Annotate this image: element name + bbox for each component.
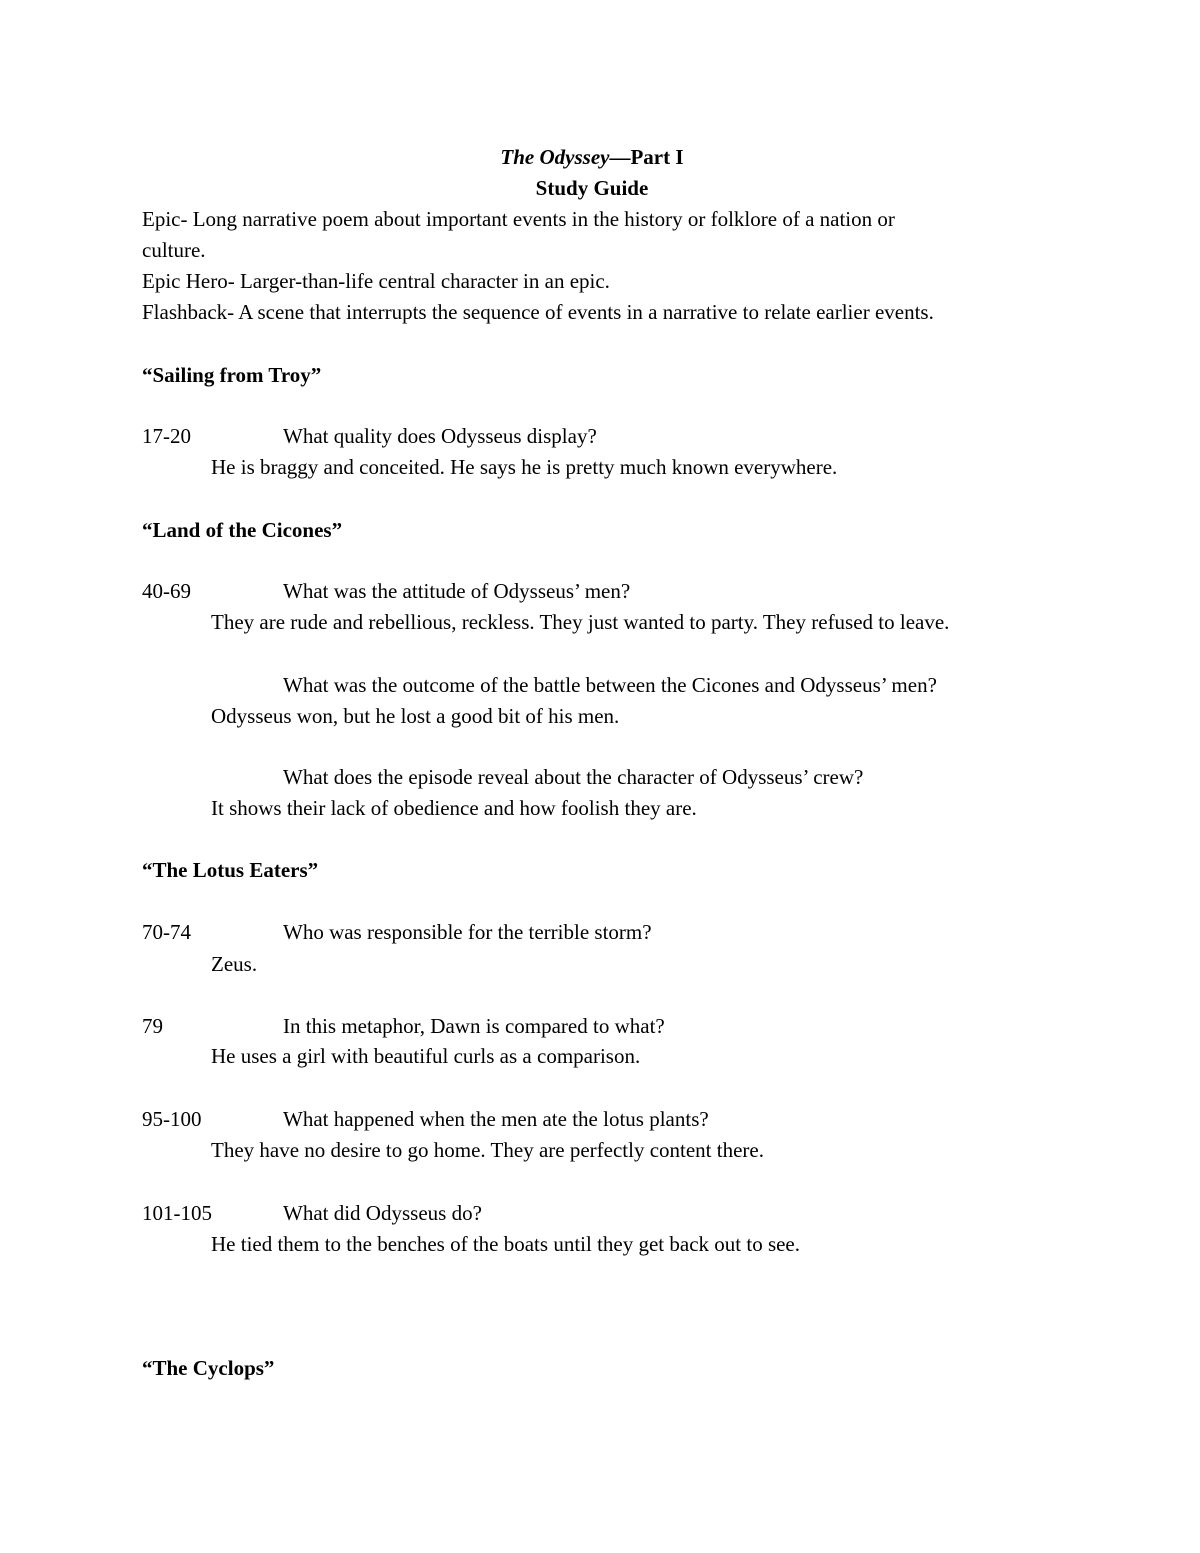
line-reference: 79 (142, 1014, 163, 1038)
study-answer: He tied them to the benches of the boats until they get back out to see. (211, 1232, 801, 1256)
title-italic: The Odyssey (500, 145, 610, 169)
definition-epic-continued: culture. (142, 238, 206, 262)
study-answer: Zeus. (211, 952, 258, 976)
section-heading-the-cyclops: “The Cyclops” (142, 1356, 275, 1380)
line-reference: 40-69 (142, 579, 191, 603)
section-heading-the-lotus-eaters: “The Lotus Eaters” (142, 858, 319, 882)
definition-epic-hero: Epic Hero- Larger-than-life central character in an epic. (142, 269, 610, 293)
study-question: What did Odysseus do? (283, 1201, 482, 1225)
title-rest: —Part I (609, 145, 684, 169)
line-reference: 17-20 (142, 424, 191, 448)
section-heading-sailing-from-troy: “Sailing from Troy” (142, 363, 322, 387)
study-answer: He uses a girl with beautiful curls as a comparison. (211, 1044, 641, 1068)
study-question: What quality does Odysseus display? (283, 424, 597, 448)
document-title (0, 144, 1184, 170)
document-subtitle: Study Guide (535, 176, 649, 200)
study-question: What was the outcome of the battle between the Cicones and Odysseus’ men? (283, 673, 937, 697)
line-reference: 70-74 (142, 920, 191, 944)
line-reference: 95-100 (142, 1107, 202, 1131)
study-answer: Odysseus won, but he lost a good bit of his men. (211, 704, 620, 728)
study-question: What does the episode reveal about the character of Odysseus’ crew? (283, 765, 864, 789)
study-answer: He is braggy and conceited. He says he is pretty much known everywhere. (211, 455, 838, 479)
definition-flashback: Flashback- A scene that interrupts the sequence of events in a narrative to relate earlier events. (142, 300, 934, 324)
study-answer: It shows their lack of obedience and how foolish they are. (211, 796, 697, 820)
study-question: In this metaphor, Dawn is compared to what? (283, 1014, 665, 1038)
line-reference: 101-105 (142, 1201, 212, 1225)
section-heading-land-of-the-cicones: “Land of the Cicones” (142, 518, 343, 542)
study-answer: They are rude and rebellious, reckless. They just wanted to party. They refused to leave. (211, 610, 950, 634)
study-question: What was the attitude of Odysseus’ men? (283, 579, 631, 603)
study-question: What happened when the men ate the lotus plants? (283, 1107, 709, 1131)
study-answer: They have no desire to go home. They are perfectly content there. (211, 1138, 764, 1162)
definition-epic: Epic- Long narrative poem about important events in the history or folklore of a nation or (142, 207, 895, 231)
study-question: Who was responsible for the terrible storm? (283, 920, 652, 944)
